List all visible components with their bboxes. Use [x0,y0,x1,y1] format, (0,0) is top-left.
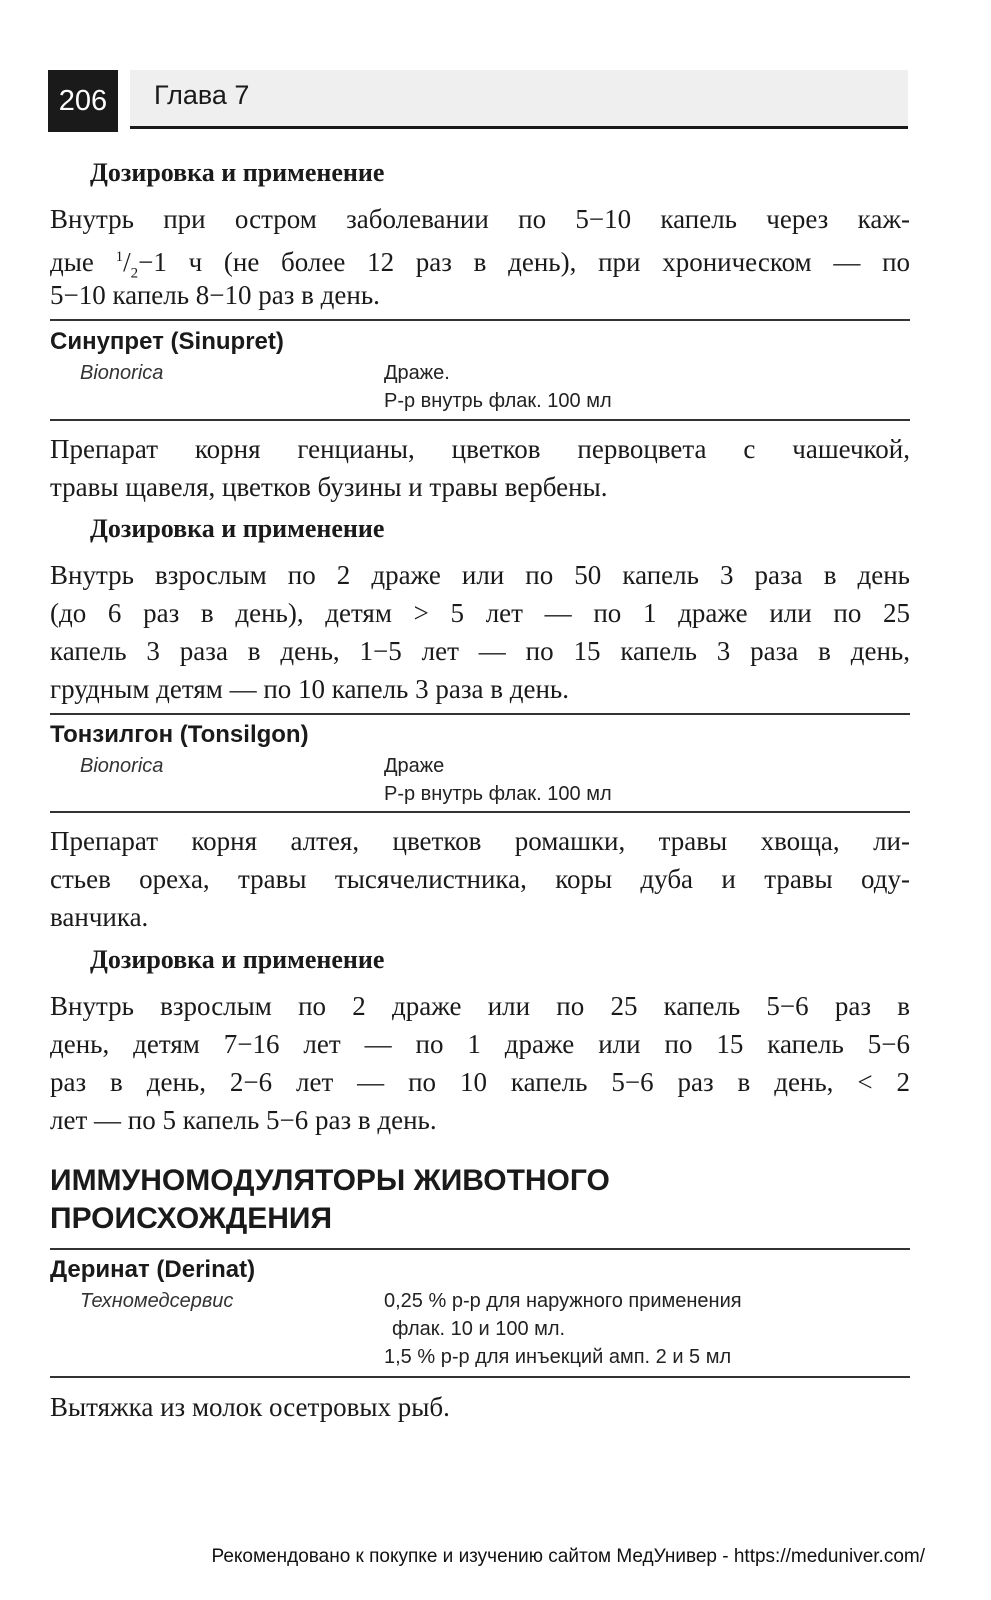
page-header [48,70,908,132]
text-line: Препарат корня генцианы, цветков первоцвета с чашечкой, [50,434,910,464]
drug-form: флак. 10 и 100 мл. [392,1318,566,1340]
text-line: грудным детям — по 10 капель 3 раза в день. [50,674,569,704]
drug-description [50,430,910,506]
drug-name: Синупрет (Sinupret) [50,328,284,355]
text-line: Внутрь взрослым по 2 драже или по 50 капель 3 раза в день [50,560,910,590]
divider [50,1248,910,1250]
text-line: травы щавеля, цветков бузины и травы вербены. [50,472,608,502]
dosage-paragraph [50,556,910,708]
drug-form: Р-р внутрь флак. 100 мл [384,783,612,805]
text-line: лет — по 5 капель 5−6 раз в день. [50,1105,437,1135]
dosage-paragraph [50,987,910,1139]
chapter-bar [130,70,908,129]
drug-form: 1,5 % р-р для инъекций амп. 2 и 5 мл [384,1346,732,1368]
text-line: (до 6 раз в день), детям > 5 лет — по 1 драже или по 25 [50,598,910,628]
manufacturer: Техномедсервис [80,1290,234,1312]
drug-description [50,822,910,936]
chapter-title: Глава 7 [154,80,250,110]
drug-form: Драже [384,755,445,777]
section-title-line: ИММУНОМОДУЛЯТОРЫ ЖИВОТНОГО [50,1164,610,1197]
text-line: Препарат корня алтея, цветков ромашки, травы хвоща, ли- [50,826,910,856]
footer-text: Рекомендовано к покупке и изучению сайтом МедУнивер - https://meduniver.com/ [211,1546,925,1567]
manufacturer: Bionorica [80,755,164,777]
drug-name: Тонзилгон (Tonsilgon) [50,721,309,748]
text-fragment: ч (не более 12 раз в день), при хроническом — по [188,247,911,277]
divider [50,319,910,321]
drug-form: Р-р внутрь флак. 100 мл [384,390,612,412]
text-line: капель 3 раза в день, 1−5 лет — по 15 капель 3 раза в день, [50,636,910,666]
manufacturer: Bionorica [80,362,164,384]
divider [50,1376,910,1378]
drug-name: Деринат (Derinat) [50,1256,256,1283]
text-line: Внутрь взрослым по 2 драже или по 25 капель 5−6 раз в [50,991,910,1021]
drug-description [50,1388,910,1426]
dosage-heading: Дозировка и применение [90,514,385,543]
fraction-numerator: 1 [115,249,124,265]
text-fragment: дые [50,247,94,277]
section-title [50,1162,610,1238]
drug-form: 0,25 % р-р для наружного применения [384,1290,742,1312]
divider [50,811,910,813]
dosage-heading: Дозировка и применение [90,945,385,974]
text-fragment: −1 [138,247,167,277]
text-line: Внутрь при остром заболевании по 5−10 капель через каж- [50,204,910,234]
text-line: дые $^1/_2-1$ ч (не более 12 раз в день), при хроническом — по [50,247,911,282]
divider [50,419,910,421]
fraction-denominator: 2 [130,265,139,282]
text-line: 5−10 капель 8−10 раз в день. [50,280,380,310]
intro-dosage-paragraph [50,200,910,314]
text-line: стьев ореха, травы тысячелистника, коры дуба и травы оду- [50,864,910,894]
divider [50,713,910,715]
section-title-line: ПРОИСХОЖДЕНИЯ [50,1202,333,1235]
text-line: Вытяжка из молок осетровых рыб. [50,1392,450,1422]
dosage-heading: Дозировка и применение [90,158,385,187]
drug-form: Драже. [384,362,450,384]
text-line: раз в день, 2−6 лет — по 10 капель 5−6 раз в день, < 2 [50,1067,910,1097]
text-line: день, детям 7−16 лет — по 1 драже или по 15 капель 5−6 [50,1029,910,1059]
text-line: ванчика. [50,902,149,932]
page-number: 206 [48,70,118,132]
